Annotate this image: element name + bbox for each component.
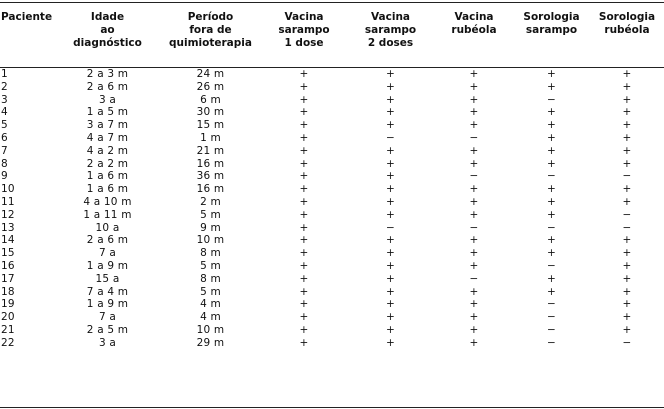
cell-idade: 2 a 5 m [86,323,129,336]
cell-paciente: 12 [1,208,15,221]
table-row [0,158,664,171]
table-row [0,247,664,260]
cell-periodo: 5 m [200,285,221,298]
cell-vacina-sarampo-2: − [386,221,395,234]
cell-paciente: 7 [1,144,8,157]
cell-periodo: 4 m [200,311,221,324]
table-row [0,145,664,158]
cell-paciente: 10 [1,183,15,196]
cell-sorologia-sarampo: − [547,336,556,349]
cell-sorologia-rubeola: − [622,170,632,183]
cell-idade: 10 a [95,221,120,234]
cell-idade: 1 a 9 m [86,298,129,311]
column-header-line: 2 doses [367,37,414,49]
cell-sorologia-rubeola: + [622,144,632,157]
cell-paciente: 20 [1,311,15,324]
column-header-line: sarampo [364,24,417,36]
cell-paciente: 18 [1,285,15,298]
cell-sorologia-rubeola: + [622,298,632,311]
column-header-line: sarampo [525,24,578,36]
cell-vacina-sarampo-2: − [386,131,395,144]
cell-vacina-sarampo-2: + [386,170,395,183]
table-row [0,106,664,119]
cell-sorologia-rubeola: + [622,183,632,196]
column-header-vacina-rubeola [435,3,513,59]
cell-paciente: 22 [1,336,15,349]
column-header-line: Vacina [284,11,324,23]
cell-vacina-sarampo-1: + [299,298,309,311]
table-row [0,260,664,273]
cell-sorologia-rubeola: − [622,221,632,234]
cell-vacina-sarampo-2: + [386,195,395,208]
cell-vacina-sarampo-2: + [386,323,395,336]
cell-sorologia-sarampo: − [547,93,556,106]
cell-sorologia-sarampo: + [547,285,556,298]
cell-paciente: 13 [1,221,15,234]
cell-idade: 3 a [98,336,117,349]
table-row [0,132,664,145]
column-header-line: fora de [189,24,232,36]
cell-vacina-sarampo-1: + [299,208,309,221]
table-row [0,94,664,107]
column-header-line: ao [100,24,115,36]
table-row [0,68,664,81]
cell-sorologia-sarampo: + [547,183,556,196]
cell-periodo: 21 m [196,144,225,157]
cell-periodo: 26 m [196,80,225,93]
cell-idade: 1 a 5 m [86,106,129,119]
cell-vacina-rubeola: + [469,285,479,298]
cell-periodo: 4 m [200,298,221,311]
cell-periodo: 16 m [196,157,225,170]
cell-sorologia-sarampo: + [547,80,556,93]
cell-sorologia-rubeola: + [622,311,632,324]
cell-vacina-rubeola: − [469,272,479,285]
cell-sorologia-rubeola: + [622,195,632,208]
cell-sorologia-sarampo: + [547,106,556,119]
table-row [0,81,664,94]
cell-paciente: 11 [1,195,15,208]
column-header-line: rubéola [451,24,497,36]
column-header-line: rubéola [604,24,650,36]
cell-periodo: 5 m [200,208,221,221]
cell-idade: 3 a [98,93,117,106]
cell-vacina-sarampo-1: + [299,259,309,272]
cell-idade: 2 a 2 m [86,157,129,170]
cell-sorologia-rubeola: + [622,131,632,144]
cell-vacina-sarampo-2: + [386,298,395,311]
table-row [0,170,664,183]
table-row [0,183,664,196]
cell-paciente: 16 [1,259,15,272]
cell-vacina-sarampo-2: + [386,93,395,106]
column-header-line: Vacina [454,11,494,23]
table-row [0,209,664,222]
column-header-line: Sorologia [523,11,580,23]
cell-periodo: 24 m [196,68,225,80]
cell-paciente: 1 [1,68,8,80]
cell-vacina-sarampo-1: + [299,106,309,119]
table-row [0,119,664,132]
cell-vacina-sarampo-2: + [386,336,395,349]
cell-vacina-rubeola: + [469,208,479,221]
column-header-line: Idade [90,11,125,23]
cell-idade: 1 a 6 m [86,170,129,183]
cell-sorologia-sarampo: − [547,311,556,324]
cell-sorologia-rubeola: + [622,234,632,247]
cell-sorologia-sarampo: + [547,157,556,170]
cell-periodo: 6 m [200,93,221,106]
cell-idade: 7 a 4 m [86,285,129,298]
cell-vacina-sarampo-1: + [299,68,309,80]
column-header-line: Vacina [370,11,411,23]
cell-sorologia-rubeola: + [622,285,632,298]
header-spacer-row [0,59,664,68]
cell-periodo: 16 m [196,183,225,196]
cell-idade: 4 a 10 m [83,195,132,208]
column-header-vacina-sarampo-1 [262,3,346,59]
cell-periodo: 5 m [200,259,221,272]
patient-vaccination-table [0,3,664,350]
cell-paciente: 5 [1,119,8,132]
cell-vacina-sarampo-1: + [299,93,309,106]
cell-vacina-sarampo-1: + [299,157,309,170]
table-bottom-rule [0,407,664,408]
cell-sorologia-sarampo: + [547,208,556,221]
cell-paciente: 2 [1,80,8,93]
cell-vacina-sarampo-2: + [386,272,395,285]
cell-vacina-sarampo-2: + [386,80,395,93]
cell-periodo: 8 m [200,247,221,260]
cell-periodo: 10 m [196,323,225,336]
cell-vacina-sarampo-2: + [386,144,395,157]
cell-paciente: 9 [1,170,8,183]
cell-idade: 4 a 2 m [86,144,129,157]
cell-sorologia-rubeola: + [622,119,632,132]
cell-vacina-sarampo-2: + [386,208,395,221]
cell-paciente: 21 [1,323,15,336]
cell-sorologia-sarampo: + [547,234,556,247]
cell-paciente: 14 [1,234,15,247]
table-row [0,286,664,299]
cell-idade: 2 a 3 m [86,68,129,80]
cell-periodo: 2 m [200,195,221,208]
column-header-line: 1 dose [284,37,324,49]
cell-periodo: 36 m [196,170,225,183]
cell-sorologia-rubeola: − [622,208,632,221]
cell-sorologia-sarampo: + [547,131,556,144]
cell-vacina-rubeola: + [469,119,479,132]
cell-vacina-rubeola: + [469,336,479,349]
column-header-line: diagnóstico [73,37,142,49]
cell-vacina-sarampo-2: + [386,311,395,324]
cell-sorologia-sarampo: − [547,170,556,183]
cell-sorologia-rubeola: − [622,336,632,349]
table-row [0,311,664,324]
cell-vacina-sarampo-1: + [299,323,309,336]
cell-vacina-sarampo-2: + [386,183,395,196]
cell-vacina-sarampo-1: + [299,272,309,285]
cell-vacina-sarampo-1: + [299,285,309,298]
cell-vacina-sarampo-1: + [299,119,309,132]
cell-vacina-sarampo-1: + [299,170,309,183]
cell-vacina-sarampo-1: + [299,336,309,349]
cell-vacina-rubeola: + [469,93,479,106]
cell-paciente: 17 [1,272,15,285]
cell-paciente: 8 [1,157,8,170]
cell-vacina-rubeola: − [469,170,479,183]
table-row [0,222,664,235]
cell-sorologia-sarampo: − [547,221,556,234]
column-header-periodo [159,3,262,59]
cell-sorologia-rubeola: + [622,93,632,106]
column-header-vacina-sarampo-2 [346,3,435,59]
cell-vacina-sarampo-1: + [299,234,309,247]
cell-idade: 15 a [95,272,120,285]
cell-periodo: 8 m [200,272,221,285]
cell-sorologia-rubeola: + [622,247,632,260]
table-row [0,337,664,350]
cell-vacina-rubeola: + [469,183,479,196]
cell-paciente: 6 [1,131,8,144]
cell-vacina-sarampo-1: + [299,183,309,196]
cell-vacina-sarampo-1: + [299,80,309,93]
cell-sorologia-rubeola: + [622,323,632,336]
cell-vacina-sarampo-1: + [299,131,309,144]
cell-idade: 3 a 7 m [86,119,129,132]
cell-vacina-rubeola: + [469,144,479,157]
column-header-idade [56,3,159,59]
table-row [0,273,664,286]
column-header-line: sarampo [278,24,330,36]
cell-idade: 1 a 6 m [86,183,129,196]
cell-vacina-rubeola: + [469,80,479,93]
cell-sorologia-sarampo: − [547,323,556,336]
cell-vacina-sarampo-2: + [386,259,395,272]
cell-idade: 2 a 6 m [86,80,129,93]
cell-vacina-rubeola: + [469,234,479,247]
cell-vacina-rubeola: − [469,131,479,144]
cell-periodo: 30 m [196,106,225,119]
cell-vacina-rubeola: + [469,323,479,336]
cell-sorologia-sarampo: + [547,119,556,132]
cell-periodo: 29 m [196,336,225,349]
cell-vacina-rubeola: − [469,221,479,234]
cell-sorologia-sarampo: + [547,144,556,157]
cell-vacina-rubeola: + [469,311,479,324]
cell-paciente: 3 [1,93,8,106]
cell-paciente: 19 [1,298,15,311]
cell-periodo: 9 m [200,221,221,234]
cell-sorologia-sarampo: − [547,298,556,311]
cell-vacina-sarampo-1: + [299,311,309,324]
cell-vacina-sarampo-2: + [386,119,395,132]
cell-vacina-sarampo-2: + [386,234,395,247]
cell-periodo: 1 m [200,131,221,144]
cell-sorologia-rubeola: + [622,272,632,285]
cell-vacina-sarampo-1: + [299,221,309,234]
cell-vacina-rubeola: + [469,195,479,208]
table-header [0,3,664,59]
cell-sorologia-rubeola: + [622,259,632,272]
cell-paciente: 15 [1,247,15,260]
cell-vacina-sarampo-1: + [299,195,309,208]
table-row [0,324,664,337]
cell-idade: 7 a [98,247,117,260]
cell-vacina-sarampo-2: + [386,68,395,80]
cell-vacina-sarampo-2: + [386,157,395,170]
cell-vacina-rubeola: + [469,68,479,80]
cell-vacina-rubeola: + [469,157,479,170]
column-header-line: Paciente [1,11,53,23]
cell-vacina-rubeola: + [469,298,479,311]
cell-vacina-sarampo-2: + [386,285,395,298]
cell-periodo: 15 m [196,119,225,132]
cell-vacina-rubeola: + [469,247,479,260]
cell-idade: 7 a [98,311,117,324]
cell-vacina-rubeola: + [469,259,479,272]
table-body [0,59,664,350]
cell-idade: 1 a 9 m [86,259,129,272]
cell-vacina-sarampo-1: + [299,144,309,157]
cell-sorologia-rubeola: + [622,157,632,170]
cell-sorologia-sarampo: + [547,247,556,260]
table-row [0,196,664,209]
cell-idade: 4 a 7 m [86,131,129,144]
cell-sorologia-sarampo: + [547,195,556,208]
column-header-line: quimioterapia [169,37,252,49]
column-header-paciente [0,3,56,59]
table-row [0,298,664,311]
column-header-line: Sorologia [598,11,656,23]
cell-vacina-rubeola: + [469,106,479,119]
cell-vacina-sarampo-2: + [386,247,395,260]
header-row [0,3,664,59]
table-row [0,234,664,247]
cell-idade: 2 a 6 m [86,234,129,247]
cell-paciente: 4 [1,106,8,119]
cell-vacina-sarampo-2: + [386,106,395,119]
cell-periodo: 10 m [196,234,225,247]
column-header-sorologia-sarampo [513,3,590,59]
cell-sorologia-rubeola: + [622,80,632,93]
column-header-line: Período [187,11,234,23]
column-header-sorologia-rubeola [590,3,664,59]
spacer-cell [0,59,664,68]
cell-sorologia-sarampo: + [547,272,556,285]
cell-sorologia-sarampo: + [547,68,556,80]
cell-sorologia-rubeola: + [622,106,632,119]
cell-sorologia-sarampo: − [547,259,556,272]
cell-sorologia-rubeola: + [622,68,632,80]
cell-vacina-sarampo-1: + [299,247,309,260]
cell-idade: 1 a 11 m [83,208,132,221]
